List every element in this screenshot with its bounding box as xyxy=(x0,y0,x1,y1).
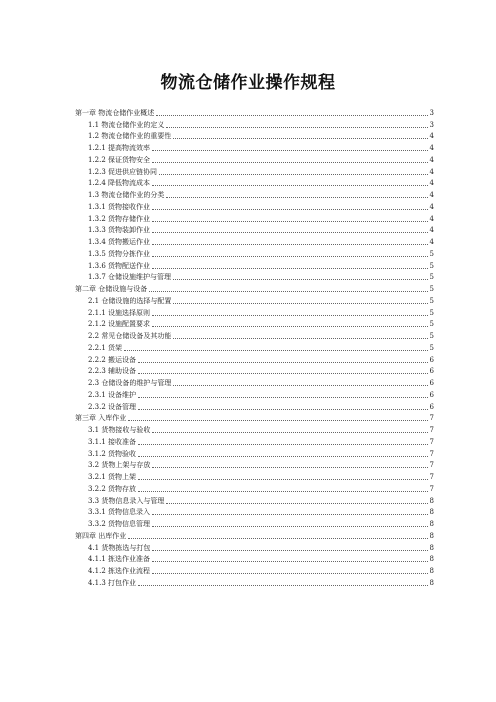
toc-entry-page-number: 4 xyxy=(429,144,434,152)
toc-entry-label: 1.2.2 保证货物安全 xyxy=(88,155,151,164)
toc-dot-leader xyxy=(152,326,427,327)
toc-entry-page-number: 4 xyxy=(429,191,434,199)
toc-entry[interactable] xyxy=(75,165,434,177)
toc-entry-label: 4.1 货物拣选与打包 xyxy=(88,543,151,552)
toc-dot-leader xyxy=(152,526,427,527)
toc-entry[interactable] xyxy=(75,306,434,318)
toc-dot-leader xyxy=(138,444,427,445)
toc-entry-page-number: 5 xyxy=(429,320,434,329)
toc-dot-leader xyxy=(138,362,427,363)
toc-entry[interactable] xyxy=(75,329,434,341)
toc-dot-leader xyxy=(156,115,427,116)
toc-dot-leader xyxy=(152,432,427,433)
toc-entry-page-number: 7 xyxy=(429,437,434,446)
toc-entry[interactable] xyxy=(75,188,434,200)
toc-dot-leader xyxy=(173,338,427,339)
toc-dot-leader xyxy=(152,268,427,269)
toc-entry-label: 3.3.2 货物信息管理 xyxy=(88,520,151,528)
toc-dot-leader xyxy=(152,244,427,245)
toc-dot-leader xyxy=(138,585,427,586)
toc-entry-page-number: 5 xyxy=(429,308,434,317)
toc-entry-page-number: 4 xyxy=(429,155,434,164)
toc-entry-page-number: 3 xyxy=(429,108,434,117)
toc-entry[interactable] xyxy=(75,517,434,529)
toc-entry-page-number: 8 xyxy=(429,543,434,552)
toc-entry-page-number: 4 xyxy=(429,167,434,176)
toc-dot-leader xyxy=(173,385,427,386)
toc-dot-leader xyxy=(152,550,427,551)
toc-entry-label: 3.3.1 货物信息录入 xyxy=(88,508,151,517)
toc-entry-label: 2.1 仓储设施的选择与配置 xyxy=(88,296,172,305)
toc-entry-label: 3.2.1 货物上架 xyxy=(88,473,137,481)
toc-dot-leader xyxy=(152,162,427,163)
toc-dot-leader xyxy=(152,467,427,468)
toc-dot-leader xyxy=(152,221,427,222)
toc-entry-page-number: 4 xyxy=(429,202,434,211)
toc-entry-page-number: 7 xyxy=(429,449,434,458)
toc-dot-leader xyxy=(173,138,427,139)
toc-entry-label: 2.1.1 设施选择原则 xyxy=(88,308,151,317)
toc-entry[interactable] xyxy=(75,106,434,118)
toc-entry[interactable] xyxy=(75,259,434,271)
toc-entry[interactable] xyxy=(75,376,434,388)
toc-entry-page-number: 7 xyxy=(429,484,434,493)
toc-entry-label: 第三章 入库作业 xyxy=(75,414,127,423)
toc-entry-label: 1.3.5 货物分拣作业 xyxy=(88,249,151,258)
toc-dot-leader xyxy=(138,373,427,374)
toc-entry[interactable] xyxy=(75,177,434,189)
toc-dot-leader xyxy=(152,185,427,186)
toc-entry-label: 2.2.3 辅助设备 xyxy=(88,367,137,376)
toc-entry-page-number: 4 xyxy=(429,179,434,188)
toc-entry[interactable] xyxy=(75,235,434,247)
toc-entry-page-number: 5 xyxy=(429,332,434,340)
toc-entry-label: 1.3.7 仓储设施维护与管理 xyxy=(88,273,172,282)
toc-dot-leader xyxy=(124,350,427,351)
toc-entry-label: 1.2.1 提高物流效率 xyxy=(88,144,151,152)
toc-dot-leader xyxy=(152,256,427,257)
toc-entry[interactable] xyxy=(75,353,434,365)
toc-dot-leader xyxy=(152,561,427,562)
toc-entry[interactable] xyxy=(75,470,434,482)
toc-entry-page-number: 7 xyxy=(429,414,434,423)
toc-entry[interactable] xyxy=(75,130,434,142)
toc-entry-page-number: 8 xyxy=(429,508,434,517)
toc-entry-label: 2.2.2 搬运设备 xyxy=(88,355,137,364)
toc-entry[interactable] xyxy=(75,212,434,224)
toc-entry-label: 1.3.6 货物配送作业 xyxy=(88,261,151,270)
toc-entry-label: 2.3.2 设备管理 xyxy=(88,402,137,411)
toc-entry-page-number: 4 xyxy=(429,238,434,246)
toc-dot-leader xyxy=(152,150,427,151)
toc-entry-page-number: 4 xyxy=(429,226,434,235)
toc-entry[interactable] xyxy=(75,224,434,236)
toc-dot-leader xyxy=(138,491,427,492)
toc-dot-leader xyxy=(152,315,427,316)
toc-entry-label: 1.3 物流仓储作业的分类 xyxy=(88,191,165,199)
toc-entry-label: 1.3.1 货物接收作业 xyxy=(88,202,151,211)
toc-dot-leader xyxy=(166,503,427,504)
toc-entry-label: 3.1.2 货物验收 xyxy=(88,449,137,458)
toc-entry[interactable] xyxy=(75,153,434,165)
toc-entry-label: 3.1 货物接收与验收 xyxy=(88,426,151,434)
toc-entry-page-number: 8 xyxy=(429,496,434,505)
toc-entry-page-number: 7 xyxy=(429,461,434,470)
toc-entry-page-number: 8 xyxy=(429,531,434,540)
toc-entry-page-number: 6 xyxy=(429,402,434,411)
toc-entry[interactable] xyxy=(75,388,434,400)
toc-entry[interactable] xyxy=(75,271,434,283)
toc-dot-leader xyxy=(159,174,427,175)
toc-dot-leader xyxy=(138,409,427,410)
toc-entry[interactable] xyxy=(75,412,434,424)
toc-entry-label: 1.2 物流仓储作业的重要性 xyxy=(88,132,172,141)
toc-entry[interactable] xyxy=(75,506,434,518)
toc-entry-page-number: 6 xyxy=(429,390,434,399)
toc-entry[interactable] xyxy=(75,118,434,130)
toc-entry-label: 1.3.3 货物装卸作业 xyxy=(88,226,151,235)
toc-dot-leader xyxy=(149,291,427,292)
toc-entry-page-number: 3 xyxy=(429,120,434,129)
toc-entry-page-number: 7 xyxy=(429,473,434,481)
toc-entry[interactable] xyxy=(75,564,434,576)
toc-dot-leader xyxy=(152,514,427,515)
toc-dot-leader xyxy=(173,279,427,280)
toc-entry-page-number: 8 xyxy=(429,567,434,575)
toc-entry-label: 3.3 货物信息录入与管理 xyxy=(88,496,165,505)
toc-entry-label: 4.1.2 拣选作业流程 xyxy=(88,567,151,575)
toc-entry-label: 1.3.4 货物搬运作业 xyxy=(88,238,151,246)
toc-entry-page-number: 6 xyxy=(429,355,434,364)
toc-entry[interactable] xyxy=(75,294,434,306)
toc-entry-page-number: 5 xyxy=(429,273,434,282)
table-of-contents xyxy=(75,106,434,588)
toc-dot-leader xyxy=(128,420,427,421)
toc-entry-label: 1.1 物流仓储作业的定义 xyxy=(88,120,165,129)
toc-entry-label: 2.2.1 货架 xyxy=(88,343,123,352)
toc-entry-label: 2.3 仓储设备的维护与管理 xyxy=(88,379,172,387)
toc-dot-leader xyxy=(138,456,427,457)
toc-entry-label: 1.2.3 促进供应链协同 xyxy=(88,167,158,176)
toc-entry[interactable] xyxy=(75,529,434,541)
toc-entry-label: 2.3.1 设备维护 xyxy=(88,390,137,399)
toc-entry-label: 4.1.1 拣选作业准备 xyxy=(88,555,151,564)
toc-entry-page-number: 8 xyxy=(429,520,434,528)
toc-entry[interactable] xyxy=(75,494,434,506)
toc-entry[interactable] xyxy=(75,459,434,471)
toc-entry-page-number: 5 xyxy=(429,296,434,305)
toc-entry-page-number: 4 xyxy=(429,132,434,141)
toc-entry[interactable] xyxy=(75,435,434,447)
toc-entry[interactable] xyxy=(75,247,434,259)
toc-entry-page-number: 5 xyxy=(429,261,434,270)
toc-entry-page-number: 6 xyxy=(429,367,434,376)
toc-entry-page-number: 5 xyxy=(429,249,434,258)
toc-entry-label: 3.1.1 接收准备 xyxy=(88,437,137,446)
toc-entry-page-number: 7 xyxy=(429,426,434,434)
toc-dot-leader xyxy=(166,127,427,128)
toc-entry-label: 2.1.2 设施配置要求 xyxy=(88,320,151,329)
toc-entry-label: 2.2 常见仓储设备及其功能 xyxy=(88,332,172,340)
toc-entry-page-number: 8 xyxy=(429,578,434,587)
toc-entry[interactable] xyxy=(75,341,434,353)
toc-dot-leader xyxy=(152,209,427,210)
toc-entry-page-number: 5 xyxy=(429,343,434,352)
toc-dot-leader xyxy=(166,197,427,198)
toc-entry-label: 第一章 物流仓储作业概述 xyxy=(75,108,155,117)
toc-dot-leader xyxy=(173,303,427,304)
toc-entry[interactable] xyxy=(75,447,434,459)
toc-entry[interactable] xyxy=(75,423,434,435)
toc-entry[interactable] xyxy=(75,318,434,330)
toc-entry-label: 3.2.2 货物存放 xyxy=(88,484,137,493)
toc-entry[interactable] xyxy=(75,141,434,153)
toc-dot-leader xyxy=(138,479,427,480)
toc-entry[interactable] xyxy=(75,553,434,565)
toc-entry-page-number: 5 xyxy=(429,285,434,293)
toc-entry-label: 1.2.4 降低物流成本 xyxy=(88,179,151,188)
toc-dot-leader xyxy=(138,397,427,398)
toc-dot-leader xyxy=(128,538,427,539)
toc-entry[interactable] xyxy=(75,365,434,377)
toc-entry[interactable] xyxy=(75,400,434,412)
toc-entry-page-number: 8 xyxy=(429,555,434,564)
toc-dot-leader xyxy=(152,232,427,233)
document-title: 物流仓储作业操作规程 xyxy=(160,73,336,93)
toc-entry-page-number: 4 xyxy=(429,214,434,223)
toc-entry-label: 1.3.2 货物存储作业 xyxy=(88,214,151,223)
toc-entry-label: 4.1.3 打包作业 xyxy=(88,578,137,587)
toc-entry-label: 3.2 货物上架与存放 xyxy=(88,461,151,470)
toc-entry[interactable] xyxy=(75,576,434,588)
toc-entry[interactable] xyxy=(75,482,434,494)
toc-dot-leader xyxy=(152,573,427,574)
toc-entry-page-number: 6 xyxy=(429,379,434,387)
toc-entry[interactable] xyxy=(75,282,434,294)
toc-entry-label: 第四章 出库作业 xyxy=(75,531,127,540)
toc-entry[interactable] xyxy=(75,541,434,553)
toc-entry-label: 第二章 仓储设施与设备 xyxy=(75,285,148,293)
toc-entry[interactable] xyxy=(75,200,434,212)
